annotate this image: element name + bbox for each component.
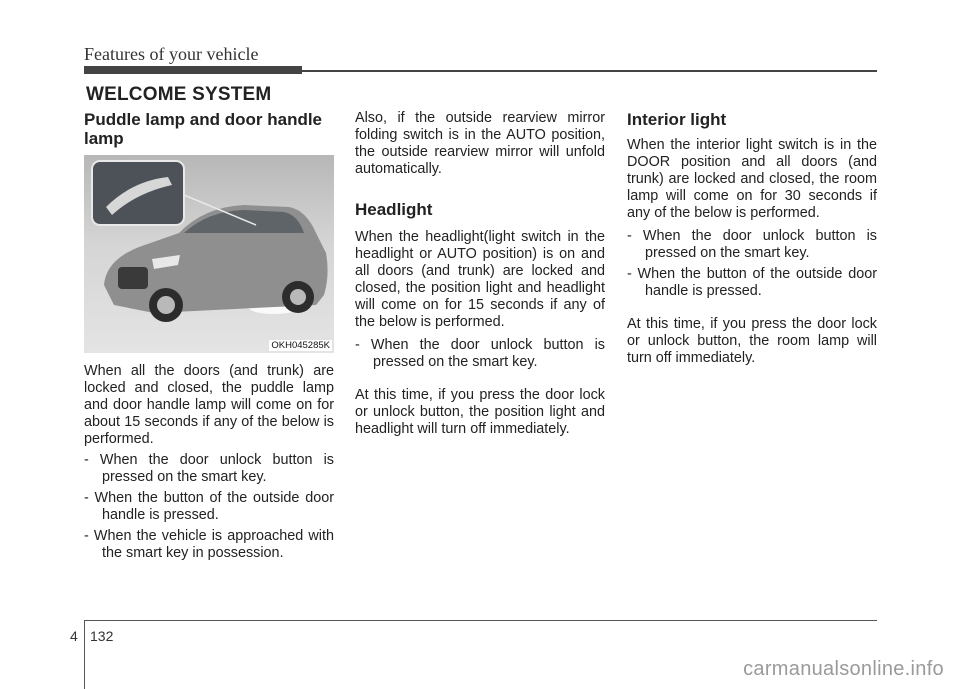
car-windshield: [184, 210, 304, 233]
car-illustration: [84, 155, 334, 353]
interior-closing-text: At this time, if you press the door lock or unlock button, the room lamp will turn off immediately.: [627, 316, 877, 366]
header-rule-thin: [300, 70, 877, 72]
page-header-title: Features of your vehicle: [84, 44, 259, 64]
column-headlight: [355, 110, 605, 438]
interior-bullet-2: - When the button of the outside door handle is pressed.: [627, 266, 877, 299]
puddle-bullet-2: - When the button of the outside door handle is pressed.: [84, 490, 334, 523]
footer-rule-vertical: [84, 620, 85, 689]
watermark: carmanualsonline.info: [743, 658, 944, 680]
headlight-closing-text: At this time, if you press the door lock or unlock button, the position light and headlight will turn off immediately.: [355, 387, 605, 437]
car-grille: [118, 267, 148, 289]
page-number: 132: [90, 628, 114, 644]
heading-puddle-lamp: Puddle lamp and door handle lamp: [84, 110, 323, 148]
section-title: WELCOME SYSTEM: [86, 84, 272, 105]
column-interior-light: [627, 110, 877, 367]
headlight-bullet-1: - When the door unlock button is pressed on the smart key.: [355, 337, 605, 370]
header-rule-thick: [84, 66, 302, 74]
footer-rule: [84, 620, 877, 621]
interior-body-text: When the interior light switch is in the DOOR position and all doors (and trunk) are locked and closed, the room lamp will come on for 30 seconds if any of the below is performed.: [627, 137, 877, 221]
mirror-text: Also, if the outside rearview mirror folding switch is in the AUTO position, the outside rearview mirror will unfold automatically.: [355, 110, 605, 177]
car-illustration-svg: [84, 155, 334, 353]
chapter-number: 4: [70, 628, 78, 644]
puddle-bullet-1: - When the door unlock button is pressed on the smart key.: [84, 452, 334, 485]
heading-headlight: Headlight: [355, 200, 433, 219]
column-puddle-lamp: [84, 110, 334, 562]
headlight-body-text: When the headlight(light switch in the headlight or AUTO position) is on and all doors (and trunk) are locked and closed, the position light and headlight will come on for 15 seconds if any of the below is performed.: [355, 229, 605, 330]
puddle-intro-text: When all the doors (and trunk) are locked and closed, the puddle lamp and door handle lamp will come on for about 15 seconds if any of the below is performed.: [84, 363, 334, 447]
interior-bullet-1: - When the door unlock button is pressed on the smart key.: [627, 228, 877, 261]
puddle-bullet-3: - When the vehicle is approached with the smart key in possession.: [84, 528, 334, 561]
heading-interior-light: Interior light: [627, 110, 727, 129]
figure-caption: OKH045285K: [271, 340, 330, 351]
